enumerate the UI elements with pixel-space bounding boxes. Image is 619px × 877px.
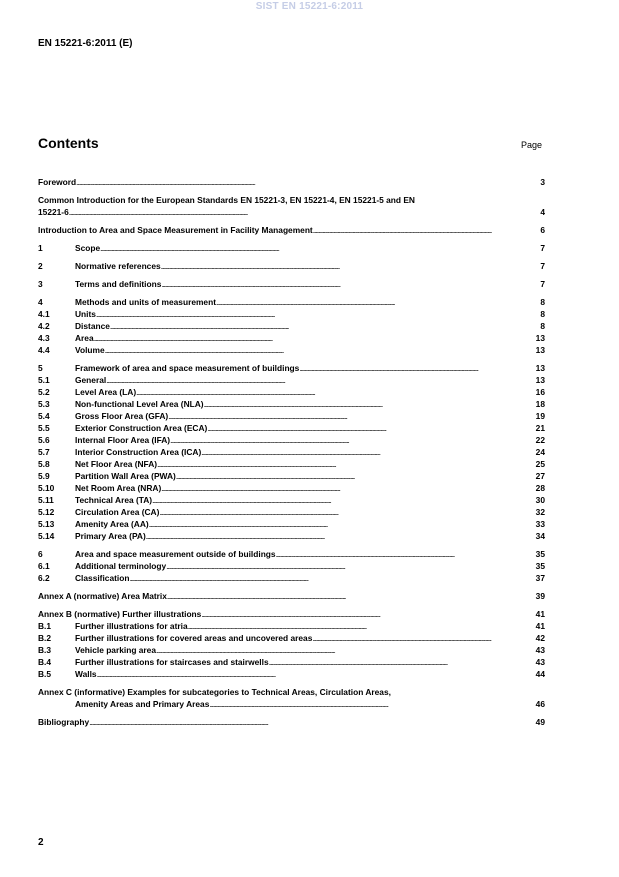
toc-entry-title: Circulation Area (CA) — [75, 507, 160, 517]
toc-entry[interactable] — [38, 410, 545, 422]
leader-dots — [312, 632, 534, 644]
toc-entry[interactable] — [38, 308, 545, 320]
toc-entry-page: 46 — [535, 699, 545, 709]
toc-entry[interactable] — [38, 398, 545, 410]
toc-entry-title: Terms and definitions — [75, 279, 162, 289]
toc-entry-page: 3 — [540, 177, 545, 187]
leader-dots — [89, 716, 534, 728]
toc-group-section-4 — [38, 296, 545, 356]
leader-dots — [110, 320, 539, 332]
toc-entry-number: 5.3 — [38, 399, 50, 409]
toc-entry-introduction[interactable] — [38, 224, 545, 236]
toc-entry-title: Area and space measurement outside of buildings — [75, 549, 276, 559]
toc-entry-title: Normative references — [75, 261, 161, 271]
leader-dots — [152, 494, 535, 506]
leader-dots — [170, 434, 535, 446]
toc-entry-title: Non-functional Level Area (NLA) — [75, 399, 204, 409]
toc-entry-page: 21 — [535, 423, 545, 433]
toc-entry-page: 25 — [535, 459, 545, 469]
leader-dots — [106, 374, 534, 386]
document-id: EN 15221-6:2011 (E) — [38, 38, 133, 49]
toc-entry[interactable] — [38, 362, 545, 374]
toc-entry-number: 5.11 — [38, 495, 54, 505]
toc-entry-number: B.4 — [38, 657, 52, 667]
toc-entry-number: 6 — [38, 549, 43, 559]
leader-dots — [129, 572, 534, 584]
toc-entry[interactable] — [38, 548, 545, 560]
leader-dots — [69, 206, 540, 218]
leader-dots — [94, 332, 535, 344]
toc-entry-page: 7 — [540, 279, 545, 289]
toc-entry-page: 35 — [535, 561, 545, 571]
toc-entry-number: 2 — [38, 261, 43, 271]
toc-entry-title: Methods and units of measurement — [75, 297, 216, 307]
toc-entry-page: 49 — [535, 717, 545, 727]
toc-entry-number: 4.2 — [38, 321, 50, 331]
page-title: Contents — [38, 135, 99, 151]
toc-entry-number: B.2 — [38, 633, 52, 643]
toc-entry-number: B.1 — [38, 621, 52, 631]
toc-entry-number: 4.4 — [38, 345, 50, 355]
toc-entry-number: 5.1 — [38, 375, 50, 385]
leader-dots — [167, 590, 535, 602]
toc-entry[interactable] — [38, 470, 545, 482]
toc-entry-title: Interior Construction Area (ICA) — [75, 447, 202, 457]
toc-entry-page: 8 — [540, 297, 545, 307]
toc-entry-page: 41 — [535, 621, 545, 631]
toc-entry-number: 5.6 — [38, 435, 50, 445]
toc-entry[interactable] — [38, 434, 545, 446]
toc-entry-page: 13 — [535, 375, 545, 385]
toc-entry-foreword[interactable] — [38, 176, 545, 188]
toc-entry-page: 28 — [535, 483, 545, 493]
toc-entry-title: Primary Area (PA) — [75, 531, 146, 541]
toc-entry[interactable] — [38, 668, 545, 680]
toc-entry-title: Further illustrations for covered areas and uncovered areas — [75, 633, 313, 643]
toc-entry[interactable] — [38, 482, 545, 494]
toc-entry-page: 18 — [535, 399, 545, 409]
leader-dots — [161, 260, 540, 272]
leader-dots — [149, 518, 535, 530]
toc-entry-page: 13 — [535, 345, 545, 355]
toc-entry-title: Introduction to Area and Space Measurement in Facility Management — [38, 225, 313, 235]
toc-entry-page: 32 — [535, 507, 545, 517]
toc-entry-page: 42 — [535, 633, 545, 643]
toc-entry-number: 5.14 — [38, 531, 55, 541]
toc-entry-number: 1 — [38, 243, 43, 253]
leader-dots — [156, 644, 535, 656]
leader-dots — [146, 530, 535, 542]
toc-entry-page: 39 — [535, 591, 545, 601]
toc-entry-number: B.3 — [38, 645, 52, 655]
toc-entry-page: 43 — [535, 645, 545, 655]
toc-entry-page: 30 — [535, 495, 545, 505]
leader-dots — [207, 422, 534, 434]
toc-entry[interactable] — [38, 530, 545, 542]
leader-dots — [313, 224, 540, 236]
leader-dots — [276, 548, 535, 560]
toc-entry[interactable] — [38, 458, 545, 470]
toc-entry-scope[interactable] — [38, 242, 545, 254]
leader-dots — [161, 278, 539, 290]
toc-entry-title: Net Room Area (NRA) — [75, 483, 162, 493]
toc-entry[interactable] — [38, 320, 545, 332]
toc-entry-title: Bibliography — [38, 717, 90, 727]
toc-entry-page: 6 — [540, 225, 545, 235]
toc-entry[interactable] — [38, 572, 545, 584]
toc-entry-page: 19 — [535, 411, 545, 421]
toc-entry-number: 3 — [38, 279, 43, 289]
toc-entry[interactable] — [38, 506, 545, 518]
leader-dots — [97, 668, 535, 680]
toc-entry-annex-c[interactable] — [38, 686, 545, 710]
toc-entry-number: 5 — [38, 363, 43, 373]
toc-entry-page: 27 — [535, 471, 545, 481]
toc-entry-page: 35 — [535, 549, 545, 559]
toc-entry-number: 4 — [38, 297, 43, 307]
toc-entry-page: 7 — [540, 243, 545, 253]
toc-entry-number: 4.3 — [38, 333, 50, 343]
toc-entry[interactable] — [38, 518, 545, 530]
toc-entry-title-continued: 15221-6 — [38, 207, 69, 217]
toc-entry-number: 5.10 — [38, 483, 55, 493]
toc-entry[interactable] — [38, 632, 545, 644]
toc-entry-page: 13 — [535, 363, 545, 373]
toc-entry-page: 41 — [535, 609, 545, 619]
toc-entry-title: Annex B (normative) Further illustrations — [38, 609, 202, 619]
leader-dots — [188, 620, 535, 632]
toc-entry-number: 6.2 — [38, 573, 50, 583]
toc-entry-title: Amenity Area (AA) — [75, 519, 149, 529]
toc-entry-title: Area — [75, 333, 94, 343]
watermark: SIST EN 15221-6:2011 — [255, 1, 364, 12]
leader-dots — [204, 398, 535, 410]
toc-entry-title: Framework of area and space measurement of buildings — [75, 363, 300, 373]
leader-dots — [168, 410, 534, 422]
toc-entry-title: Internal Floor Area (IFA) — [75, 435, 171, 445]
toc-entry-page: 24 — [535, 447, 545, 457]
toc-entry-page: 37 — [535, 573, 545, 583]
toc-entry-number: 5.4 — [38, 411, 50, 421]
toc-entry-title: Distance — [75, 321, 110, 331]
toc-entry-page: 13 — [535, 333, 545, 343]
toc-group-annex-b — [38, 608, 545, 680]
toc-entry-number: 5.13 — [38, 519, 55, 529]
toc-entry-title: Exterior Construction Area (ECA) — [75, 423, 208, 433]
toc-entry-title: Partition Wall Area (PWA) — [75, 471, 176, 481]
toc-entry-annex-b[interactable] — [38, 608, 545, 620]
toc-entry-page: 8 — [540, 321, 545, 331]
toc-entry[interactable] — [38, 620, 545, 632]
toc-entry-page: 34 — [535, 531, 545, 541]
toc-group-section-6 — [38, 548, 545, 584]
toc-entry-title: General — [75, 375, 107, 385]
toc-entry-page: 43 — [535, 657, 545, 667]
toc-entry-bibliography[interactable] — [38, 716, 545, 728]
toc-entry-number: 5.7 — [38, 447, 50, 457]
toc-entry-title: Technical Area (TA) — [75, 495, 153, 505]
toc-entry-title: Additional terminology — [75, 561, 167, 571]
leader-dots — [105, 344, 535, 356]
page-column-label: Page — [521, 140, 543, 150]
toc-entry-title: Walls — [75, 669, 97, 679]
toc-entry[interactable] — [38, 446, 545, 458]
toc-entry-page: 4 — [540, 207, 545, 217]
leader-dots — [176, 470, 535, 482]
leader-dots — [100, 242, 539, 254]
toc-entry-page: 16 — [535, 387, 545, 397]
toc-entry-number: 5.8 — [38, 459, 50, 469]
toc-entry-page: 33 — [535, 519, 545, 529]
leader-dots — [269, 656, 535, 668]
page-number: 2 — [38, 837, 44, 848]
toc-entry-page: 44 — [535, 669, 545, 679]
toc-entry-title: Foreword — [38, 177, 77, 187]
toc-entry[interactable] — [38, 374, 545, 386]
toc-entry[interactable] — [38, 386, 545, 398]
toc-entry-number: 5.12 — [38, 507, 55, 517]
toc-entry-title: Vehicle parking area — [75, 645, 157, 655]
leader-dots — [136, 386, 535, 398]
toc-entry-number: 5.2 — [38, 387, 50, 397]
toc-entry-terms-and-definitions[interactable] — [38, 278, 545, 290]
toc-entry-title: Gross Floor Area (GFA) — [75, 411, 169, 421]
toc-entry-page: 7 — [540, 261, 545, 271]
toc-entry-title-continued: Amenity Areas and Primary Areas — [75, 699, 210, 709]
toc-entry-title: Classification — [75, 573, 130, 583]
toc-entry-title: Further illustrations for atria — [75, 621, 188, 631]
toc-entry-number: 5.9 — [38, 471, 50, 481]
table-of-contents — [38, 176, 545, 728]
toc-entry-normative-references[interactable] — [38, 260, 545, 272]
leader-dots — [159, 506, 534, 518]
toc-entry-title: Volume — [75, 345, 105, 355]
toc-entry-page: 22 — [535, 435, 545, 445]
leader-dots — [76, 176, 539, 188]
toc-entry-title: Level Area (LA) — [75, 387, 137, 397]
leader-dots — [157, 458, 535, 470]
toc-group-section-5 — [38, 362, 545, 542]
leader-dots — [96, 308, 539, 320]
toc-entry-number: 6.1 — [38, 561, 50, 571]
toc-entry-annex-a[interactable] — [38, 590, 545, 602]
leader-dots — [209, 698, 534, 710]
toc-entry-page: 8 — [540, 309, 545, 319]
toc-entry-common-introduction[interactable] — [38, 194, 545, 218]
toc-entry-title: Further illustrations for staircases and stairwells — [75, 657, 269, 667]
toc-entry[interactable] — [38, 494, 545, 506]
toc-entry-title: Common Introduction for the European Standards EN 15221-3, EN 15221-4, EN 15221-5 and EN — [38, 195, 415, 205]
toc-entry[interactable] — [38, 344, 545, 356]
toc-entry[interactable] — [38, 656, 545, 668]
toc-entry[interactable] — [38, 560, 545, 572]
leader-dots — [166, 560, 534, 572]
toc-entry-number: B.5 — [38, 669, 52, 679]
toc-entry-title: Scope — [75, 243, 101, 253]
toc-entry-number: 5.5 — [38, 423, 50, 433]
toc-entry-title: Annex C (informative) Examples for subcategories to Technical Areas, Circulation Areas, — [38, 687, 391, 697]
leader-dots — [299, 362, 534, 374]
toc-entry[interactable] — [38, 644, 545, 656]
toc-entry-title: Annex A (normative) Area Matrix — [38, 591, 167, 601]
toc-entry[interactable] — [38, 296, 545, 308]
toc-entry-title: Net Floor Area (NFA) — [75, 459, 158, 469]
leader-dots — [201, 608, 534, 620]
toc-entry[interactable] — [38, 422, 545, 434]
leader-dots — [161, 482, 534, 494]
leader-dots — [201, 446, 534, 458]
leader-dots — [216, 296, 539, 308]
toc-entry[interactable] — [38, 332, 545, 344]
toc-entry-number: 4.1 — [38, 309, 50, 319]
toc-entry-title: Units — [75, 309, 96, 319]
